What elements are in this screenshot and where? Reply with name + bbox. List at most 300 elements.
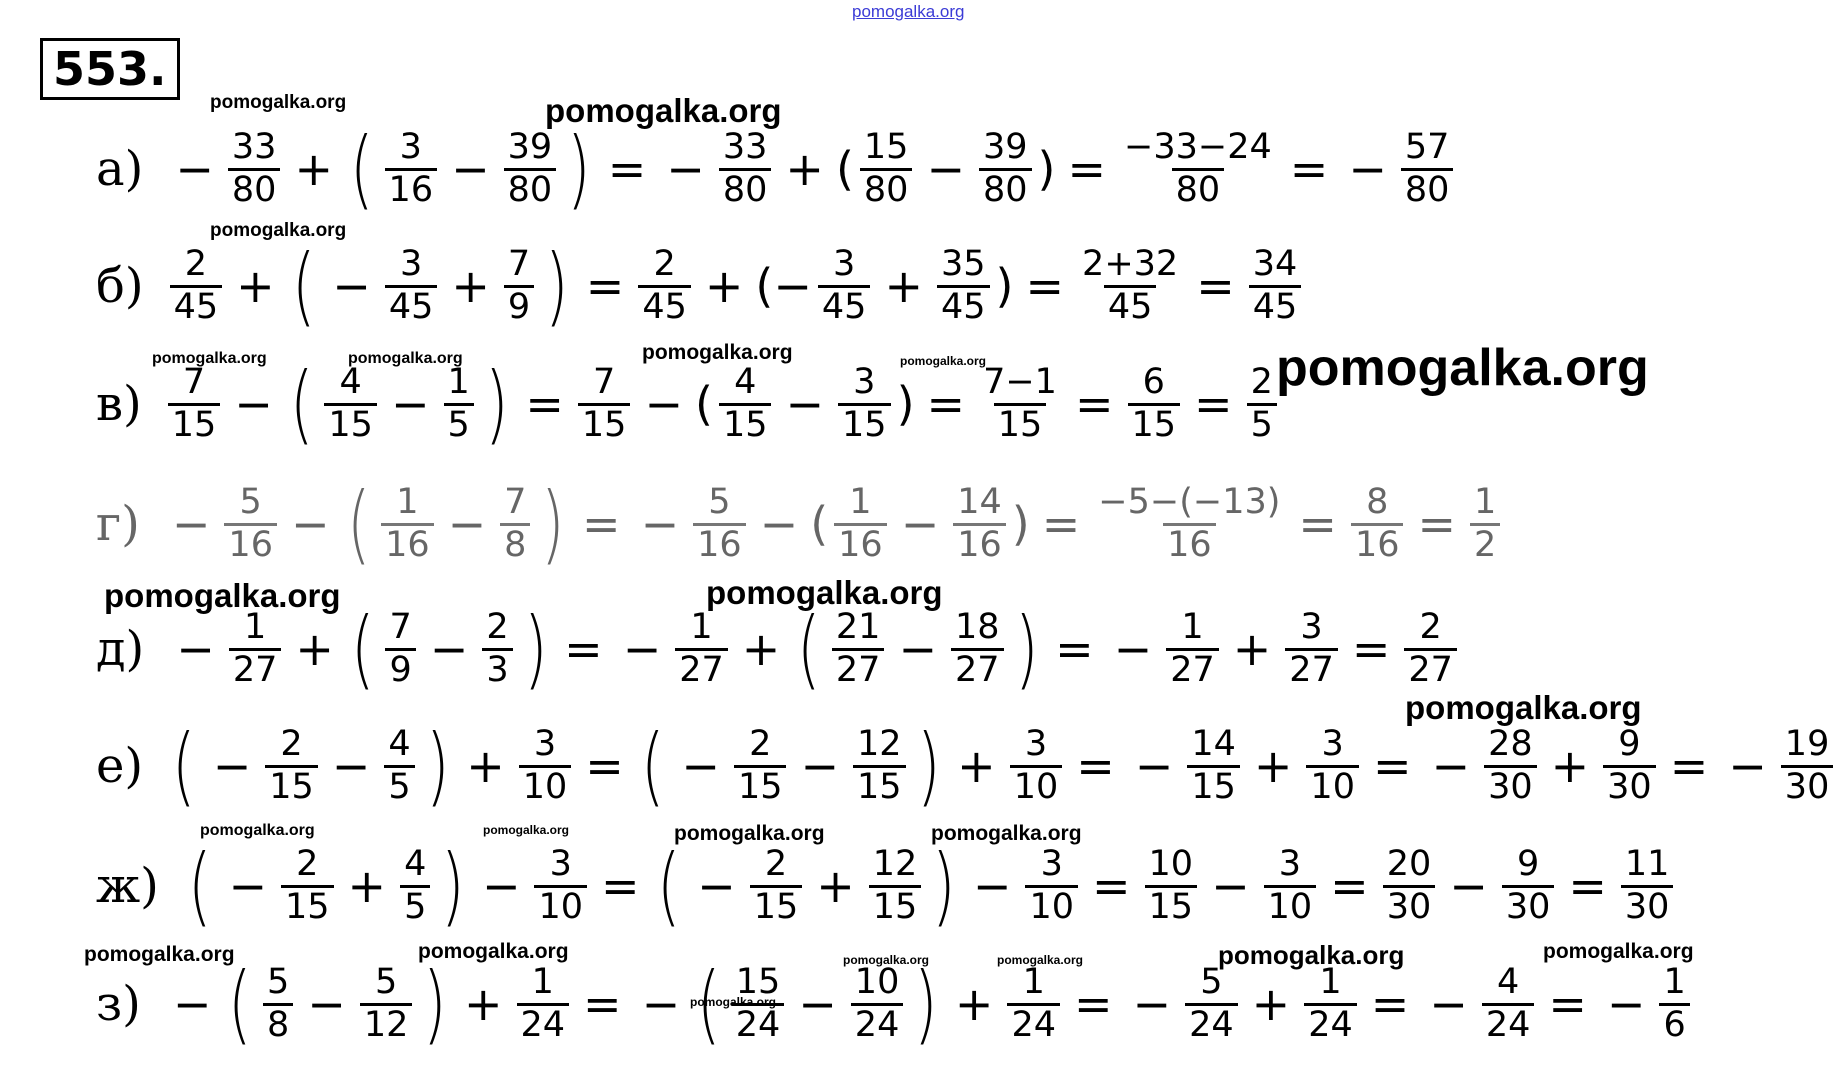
fraction <box>732 963 785 1044</box>
fraction <box>324 363 377 444</box>
operator: − <box>641 977 681 1031</box>
numerator: 34 <box>1252 244 1298 285</box>
numerator: 3 <box>399 127 422 168</box>
denominator: 16 <box>385 168 438 210</box>
denominator: 27 <box>951 648 1004 690</box>
fraction <box>860 128 913 209</box>
equation-row <box>96 236 1305 336</box>
operator: − <box>798 977 837 1031</box>
denominator: 30 <box>1502 885 1555 927</box>
fraction <box>263 963 293 1044</box>
operator: − <box>1606 977 1646 1031</box>
denominator: 30 <box>1781 765 1834 807</box>
denominator: 5 <box>384 765 414 807</box>
operator: = <box>1194 377 1233 431</box>
fraction <box>675 608 728 689</box>
operator: − <box>644 377 683 431</box>
denominator: 16 <box>1351 523 1404 565</box>
watermark: pomogalka.org <box>674 822 825 845</box>
fraction <box>1621 845 1674 926</box>
bracket: ) <box>914 954 938 1054</box>
operator: = <box>1055 622 1094 676</box>
operator: = <box>1196 259 1235 313</box>
numerator: 4 <box>388 724 411 765</box>
fraction <box>281 845 334 926</box>
fraction <box>1120 128 1276 209</box>
fraction <box>979 363 1061 444</box>
fraction <box>385 245 438 326</box>
numerator: 1 <box>1181 607 1204 648</box>
numerator: 12 <box>872 844 918 885</box>
numerator: 15 <box>735 962 781 1003</box>
numerator: 1 <box>1663 962 1686 1003</box>
numerator: 1 <box>690 607 713 648</box>
fraction <box>1128 363 1181 444</box>
bracket: ( <box>187 836 212 936</box>
operator: − <box>175 142 214 196</box>
fraction <box>444 363 474 444</box>
operator: + <box>463 977 503 1031</box>
denominator: 16 <box>381 523 434 565</box>
denominator: 15 <box>869 885 922 927</box>
operator: − <box>234 377 273 431</box>
operator: − <box>1728 739 1767 793</box>
denominator: 10 <box>1264 885 1317 927</box>
bracket: ( <box>835 142 854 196</box>
operator: + <box>236 259 275 313</box>
numerator: 9 <box>1618 724 1641 765</box>
fraction <box>818 245 871 326</box>
numerator: 2 <box>1250 362 1273 403</box>
watermark: pomogalka.org <box>1543 940 1694 963</box>
fraction <box>360 963 413 1044</box>
numerator: 2 <box>280 724 303 765</box>
numerator: 19 <box>1784 724 1830 765</box>
fraction <box>1659 963 1689 1044</box>
bracket: ) <box>916 716 941 816</box>
denominator: 10 <box>519 765 572 807</box>
watermark: pomogalka.org <box>152 350 267 367</box>
fraction <box>1502 845 1555 926</box>
bracket: ( <box>350 599 375 699</box>
equation-row <box>96 474 1504 574</box>
numerator: 21 <box>835 607 881 648</box>
bracket: ) <box>932 836 956 936</box>
operator: − <box>681 739 720 793</box>
item-label: г) <box>96 496 140 552</box>
operator: − <box>1113 622 1153 676</box>
item-label: а) <box>96 141 144 197</box>
denominator: 24 <box>851 1003 904 1045</box>
numerator: 3 <box>1321 724 1344 765</box>
fraction <box>1145 845 1198 926</box>
denominator: 15 <box>324 403 377 445</box>
denominator: 27 <box>832 648 885 690</box>
denominator: 2 <box>1470 523 1500 565</box>
operator: + <box>884 259 923 313</box>
denominator: 10 <box>534 885 587 927</box>
denominator: 15 <box>578 403 631 445</box>
denominator: 15 <box>719 403 772 445</box>
fraction <box>400 845 430 926</box>
bracket: ) <box>995 259 1014 313</box>
numerator: 3 <box>549 844 572 885</box>
operator: = <box>525 377 564 431</box>
operator: + <box>1251 977 1291 1031</box>
denominator: 15 <box>281 885 334 927</box>
denominator: 27 <box>1404 648 1457 690</box>
fraction <box>719 363 772 444</box>
operator: + <box>1232 622 1272 676</box>
equation-row <box>96 119 1457 219</box>
numerator: −5−(−13) <box>1098 482 1281 523</box>
numerator: 1 <box>531 962 554 1003</box>
denominator: 45 <box>385 285 438 327</box>
denominator: 30 <box>1603 765 1656 807</box>
denominator: 80 <box>1172 168 1225 210</box>
operator: − <box>1449 859 1488 913</box>
denominator: 80 <box>719 168 772 210</box>
fraction <box>693 483 746 564</box>
watermark: pomogalka.org <box>642 341 793 364</box>
watermark: pomogalka.org <box>1276 339 1649 397</box>
bracket: ( <box>350 119 374 219</box>
fraction <box>1470 483 1500 564</box>
numerator: 7−1 <box>983 362 1057 403</box>
operator: = <box>1091 859 1131 913</box>
watermark: pomogalka.org <box>706 574 943 611</box>
equation-row <box>96 599 1461 699</box>
numerator: 14 <box>957 482 1002 523</box>
operator: − <box>228 859 267 913</box>
numerator: 2 <box>1419 607 1442 648</box>
fraction <box>1401 128 1454 209</box>
fraction <box>1185 963 1238 1044</box>
bracket: ) <box>523 599 548 699</box>
fraction <box>951 608 1004 689</box>
denominator: 8 <box>263 1003 293 1045</box>
denominator: 9 <box>504 285 534 327</box>
numerator: 5 <box>267 962 290 1003</box>
numerator: 7 <box>504 482 527 523</box>
bracket: (− <box>755 259 812 313</box>
denominator: 10 <box>1306 765 1359 807</box>
operator: − <box>926 142 965 196</box>
numerator: 12 <box>857 724 902 765</box>
operator: + <box>347 859 387 913</box>
denominator: 15 <box>994 403 1047 445</box>
numerator: 8 <box>1366 482 1389 523</box>
numerator: 3 <box>853 362 876 403</box>
operator: − <box>759 497 799 551</box>
numerator: 3 <box>833 244 856 285</box>
denominator: 80 <box>1401 168 1454 210</box>
fraction <box>851 963 904 1044</box>
operator: = <box>583 977 622 1031</box>
operator: − <box>1348 142 1387 196</box>
numerator: 4 <box>1496 962 1520 1003</box>
denominator: 27 <box>1166 648 1219 690</box>
operator: − <box>900 497 940 551</box>
numerator: 39 <box>982 127 1028 168</box>
fraction <box>168 363 221 444</box>
operator: = <box>1372 739 1412 793</box>
operator: − <box>451 142 490 196</box>
denominator: 80 <box>504 168 557 210</box>
operator: − <box>429 622 469 676</box>
bracket: ( <box>694 377 713 431</box>
denominator: 24 <box>1482 1003 1535 1045</box>
operator: = <box>607 142 647 196</box>
operator: − <box>1134 739 1174 793</box>
problem-number-box: 553. <box>40 38 180 100</box>
item-label: д) <box>96 621 145 677</box>
denominator: 80 <box>979 168 1032 210</box>
operator: = <box>1041 497 1081 551</box>
denominator: 45 <box>638 285 691 327</box>
numerator: 6 <box>1142 362 1165 403</box>
fraction <box>734 725 787 806</box>
operator: − <box>1431 739 1471 793</box>
bracket: ( <box>810 497 829 551</box>
watermark: pomogalka.org <box>210 220 347 241</box>
operator: − <box>785 377 825 431</box>
denominator: 24 <box>1007 1003 1060 1045</box>
numerator: 39 <box>507 127 553 168</box>
operator: − <box>176 622 215 676</box>
fraction <box>229 608 282 689</box>
fraction <box>834 483 887 564</box>
operator: + <box>704 259 744 313</box>
numerator: 1 <box>1319 962 1342 1003</box>
operator: + <box>816 859 855 913</box>
fraction <box>170 245 223 326</box>
watermark: pomogalka.org <box>997 953 1084 967</box>
operator: + <box>1253 739 1293 793</box>
numerator: 1 <box>447 362 470 403</box>
fraction <box>385 128 438 209</box>
denominator: 30 <box>1621 885 1674 927</box>
denominator: 16 <box>224 523 277 565</box>
operator: + <box>294 142 333 196</box>
item-label: ж) <box>96 858 159 914</box>
watermark: pomogalka.org <box>931 822 1082 845</box>
bracket: ) <box>441 836 465 936</box>
denominator: 15 <box>853 765 906 807</box>
fraction <box>224 483 277 564</box>
numerator: 3 <box>533 724 557 765</box>
numerator: 3 <box>399 244 423 285</box>
operator: = <box>601 859 640 913</box>
fraction <box>517 963 570 1044</box>
item-label: б) <box>96 258 144 314</box>
fraction <box>1603 725 1656 806</box>
bracket: ) <box>1014 599 1039 699</box>
numerator: 7 <box>389 607 412 648</box>
operator: − <box>1211 859 1250 913</box>
fraction <box>384 725 414 806</box>
bracket: ( <box>289 354 314 454</box>
numerator: 1 <box>243 607 267 648</box>
fraction <box>1247 363 1277 444</box>
operator: = <box>1025 259 1065 313</box>
fraction <box>1306 725 1359 806</box>
fraction <box>1264 845 1317 926</box>
numerator: 10 <box>1148 844 1194 885</box>
bracket: ( <box>697 954 721 1054</box>
denominator: 15 <box>838 403 891 445</box>
operator: + <box>295 622 334 676</box>
watermark: pomogalka.org <box>690 995 777 1009</box>
operator: − <box>972 859 1012 913</box>
numerator: 2 <box>749 724 772 765</box>
denominator: 10 <box>1025 885 1078 927</box>
operator: = <box>1074 377 1114 431</box>
numerator: 28 <box>1488 724 1533 765</box>
operator: = <box>1417 497 1457 551</box>
numerator: 2+32 <box>1082 244 1179 285</box>
fraction <box>504 245 534 326</box>
numerator: −33−24 <box>1124 127 1272 168</box>
top-watermark: pomogalka.org <box>852 2 965 21</box>
bracket: ) <box>541 474 565 574</box>
numerator: 5 <box>708 482 731 523</box>
fraction <box>1404 608 1457 689</box>
fraction <box>534 845 587 926</box>
operator: = <box>1289 142 1329 196</box>
bracket: ) <box>423 954 447 1054</box>
fraction <box>500 483 530 564</box>
numerator: 4 <box>339 362 362 403</box>
denominator: 15 <box>1187 765 1240 807</box>
denominator: 6 <box>1659 1003 1689 1045</box>
numerator: 18 <box>955 607 1000 648</box>
denominator: 27 <box>229 648 282 690</box>
denominator: 10 <box>1010 765 1063 807</box>
fraction <box>1078 245 1182 326</box>
fraction <box>504 128 557 209</box>
denominator: 15 <box>750 885 803 927</box>
denominator: 15 <box>265 765 318 807</box>
operator: − <box>390 377 430 431</box>
denominator: 80 <box>860 168 913 210</box>
numerator: 4 <box>734 362 757 403</box>
bracket: ) <box>567 119 591 219</box>
denominator: 30 <box>1484 765 1537 807</box>
operator: + <box>466 739 505 793</box>
bracket: ) <box>545 236 569 336</box>
fraction <box>832 608 885 689</box>
numerator: 2 <box>764 844 788 885</box>
denominator: 5 <box>444 403 474 445</box>
operator: + <box>957 739 996 793</box>
operator: − <box>1429 977 1468 1031</box>
operator: = <box>1370 977 1410 1031</box>
operator: − <box>666 142 705 196</box>
fraction <box>1351 483 1404 564</box>
numerator: 9 <box>1516 844 1540 885</box>
fraction <box>1166 608 1219 689</box>
denominator: 12 <box>360 1003 413 1045</box>
denominator: 9 <box>385 648 415 690</box>
fraction <box>265 725 318 806</box>
fraction <box>638 245 691 326</box>
operator: − <box>481 859 521 913</box>
operator: − <box>447 497 487 551</box>
denominator: 27 <box>1285 648 1338 690</box>
operator: − <box>800 739 840 793</box>
operator: − <box>307 977 346 1031</box>
operator: = <box>1076 739 1115 793</box>
operator: + <box>741 622 781 676</box>
watermark: pomogalka.org <box>84 943 235 966</box>
operator: = <box>1330 859 1369 913</box>
fraction <box>937 245 990 326</box>
fraction <box>578 363 631 444</box>
fraction <box>1482 963 1535 1044</box>
operator: = <box>1074 977 1113 1031</box>
operator: = <box>1669 739 1709 793</box>
fraction <box>385 608 415 689</box>
equation-row <box>96 836 1677 936</box>
operator: − <box>331 739 371 793</box>
denominator: 45 <box>1249 285 1302 327</box>
numerator: 3 <box>1024 724 1048 765</box>
fraction <box>1025 845 1078 926</box>
item-label: е) <box>96 738 144 794</box>
numerator: 3 <box>1278 844 1302 885</box>
numerator: 2 <box>486 607 509 648</box>
numerator: 10 <box>854 962 900 1003</box>
denominator: 24 <box>1304 1003 1357 1045</box>
denominator: 45 <box>1104 285 1157 327</box>
operator: = <box>1298 497 1337 551</box>
operator: + <box>451 259 490 313</box>
denominator: 5 <box>400 885 430 927</box>
operator: − <box>1132 977 1172 1031</box>
watermark: pomogalka.org <box>483 823 570 837</box>
denominator: 45 <box>937 285 990 327</box>
denominator: 45 <box>170 285 223 327</box>
numerator: 1 <box>849 482 872 523</box>
fraction <box>1094 483 1284 564</box>
operator: = <box>1568 859 1607 913</box>
watermark: pomogalka.org <box>545 92 782 129</box>
watermark: pomogalka.org <box>900 354 987 368</box>
numerator: 11 <box>1624 844 1670 885</box>
denominator: 15 <box>734 765 787 807</box>
operator: + <box>1550 739 1590 793</box>
fraction <box>519 725 572 806</box>
operator: + <box>954 977 994 1031</box>
operator: − <box>290 497 330 551</box>
numerator: 2 <box>296 844 319 885</box>
numerator: 5 <box>374 962 398 1003</box>
numerator: 1 <box>1022 962 1045 1003</box>
numerator: 2 <box>653 244 676 285</box>
operator: − <box>697 859 736 913</box>
watermark: pomogalka.org <box>1405 689 1642 726</box>
denominator: 27 <box>675 648 728 690</box>
fraction <box>1249 245 1302 326</box>
watermark: pomogalka.org <box>200 822 315 839</box>
numerator: 15 <box>863 127 909 168</box>
bracket: ) <box>425 716 450 816</box>
fraction <box>1781 725 1834 806</box>
numerator: 5 <box>1200 962 1223 1003</box>
numerator: 20 <box>1386 844 1432 885</box>
watermark: pomogalka.org <box>210 92 347 113</box>
